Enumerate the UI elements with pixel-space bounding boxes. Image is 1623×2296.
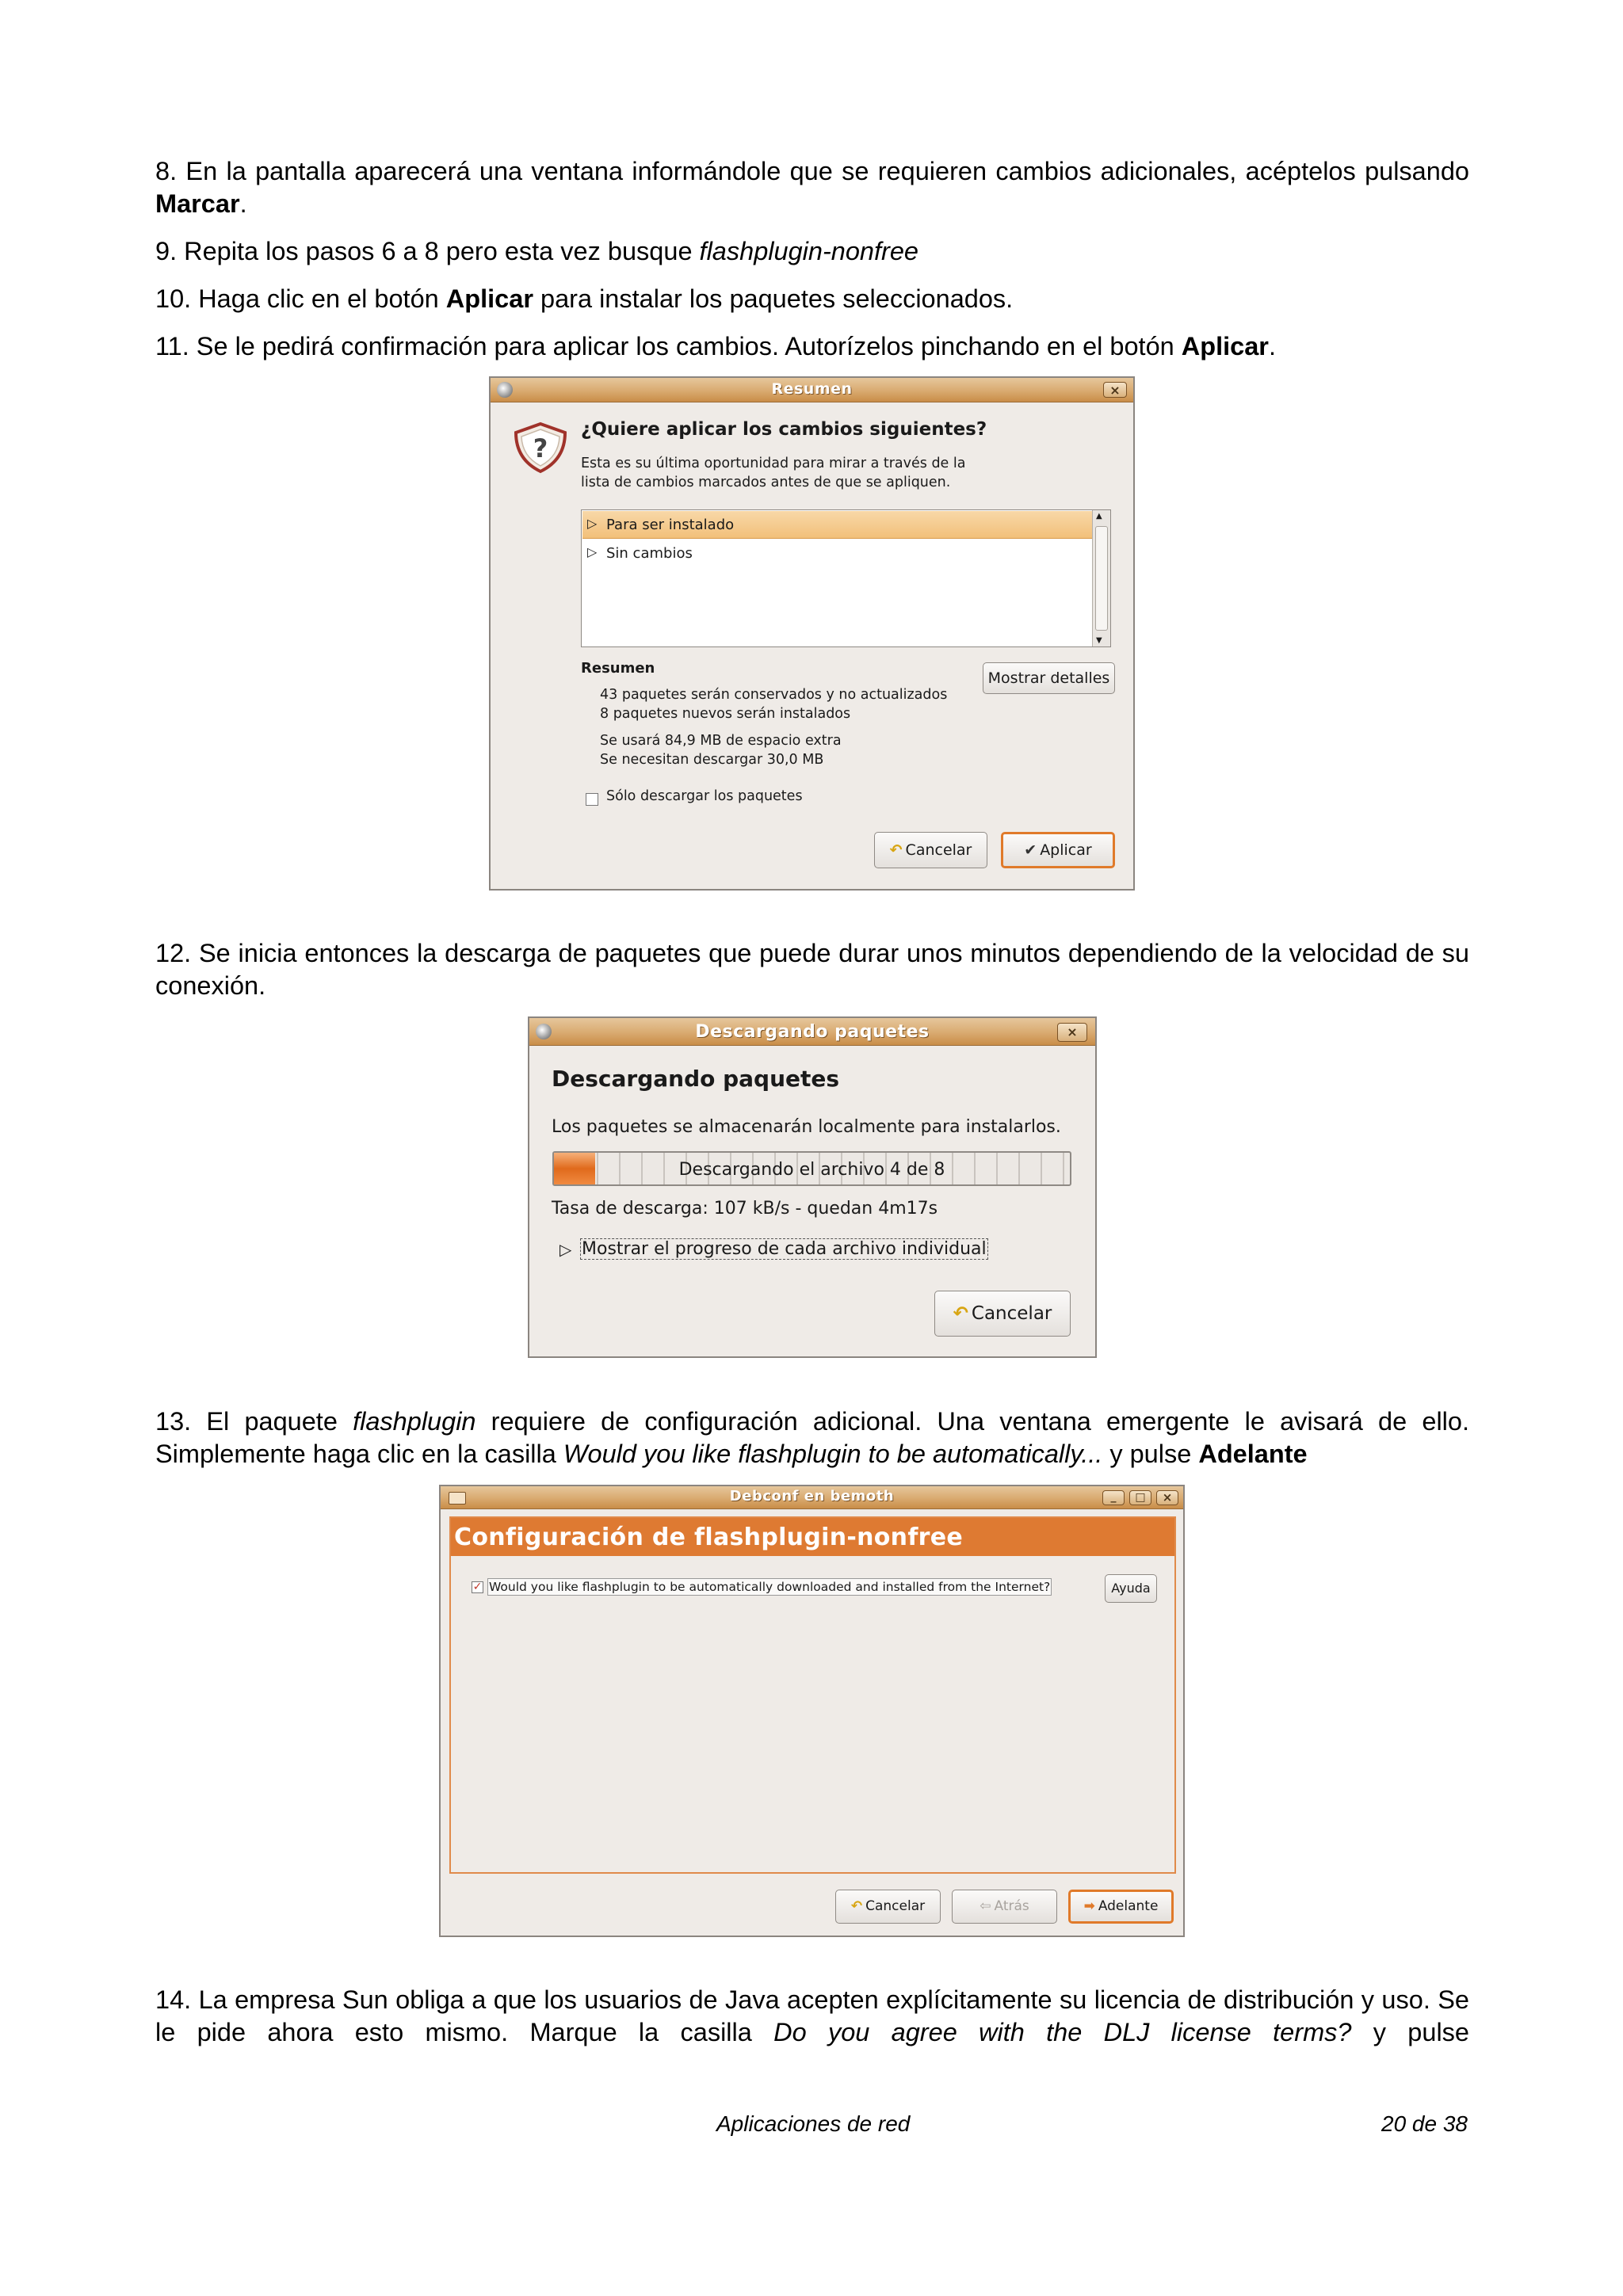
step-13-text-b: requiere de configuración adicional. Una ventana emergente le avisará de ello. Simplemente haga clic en la casilla <box>155 1407 1469 1468</box>
footer-page-number: 20 de 38 <box>1381 2111 1468 2136</box>
summary-line-space: Se usará 84,9 MB de espacio extra <box>600 733 842 749</box>
apply-button[interactable] <box>1001 832 1115 868</box>
resumen-dialog <box>489 376 1135 891</box>
debconf-close-button[interactable]: × <box>1156 1490 1178 1505</box>
step-13-italic-a: flashplugin <box>353 1407 476 1436</box>
download-info: Los paquetes se almacenarán localmente para instalarlos. <box>552 1117 1061 1137</box>
paragraph-step-9 <box>155 235 1469 268</box>
debconf-title: Debconf en bemoth <box>729 1488 895 1505</box>
tree-row-to-install[interactable] <box>582 511 1094 539</box>
step-14-text-b: y pulse <box>1351 2018 1469 2046</box>
download-cancel-button[interactable] <box>934 1291 1071 1337</box>
resumen-title: Resumen <box>771 380 853 398</box>
paragraph-step-13 <box>155 1405 1469 1470</box>
question-icon <box>513 421 568 474</box>
tree-row-label: Para ser instalado <box>606 517 735 533</box>
apply-label: Aplicar <box>1040 841 1092 859</box>
download-heading: Descargando paquetes <box>552 1066 840 1092</box>
forward-button[interactable] <box>1068 1890 1174 1924</box>
step-8-end: . <box>239 189 247 218</box>
paragraph-step-11 <box>155 330 1469 363</box>
back-button[interactable] <box>952 1890 1057 1924</box>
step-8-bold: Marcar <box>155 189 240 218</box>
download-progress-bar <box>552 1151 1071 1186</box>
step-10-bold: Aplicar <box>445 284 533 313</box>
resumen-desc-line1: Esta es su última oportunidad para mirar a través de la <box>581 456 966 471</box>
paragraph-step-8 <box>155 155 1469 220</box>
download-only-checkbox[interactable] <box>586 793 598 806</box>
paragraph-step-12 <box>155 937 1469 1002</box>
step-13-text-c: y pulse <box>1102 1440 1199 1468</box>
tree-row-label: Sin cambios <box>606 545 693 562</box>
maximize-button[interactable]: □ <box>1129 1490 1151 1505</box>
tree-row-no-changes[interactable] <box>582 540 1094 567</box>
step-11-bold: Aplicar <box>1181 332 1269 360</box>
cancel-label: Cancelar <box>971 1303 1052 1324</box>
summary-line-kept: 43 paquetes serán conservados y no actualizados <box>600 687 948 703</box>
summary-line-new: 8 paquetes nuevos serán instalados <box>600 706 851 722</box>
help-button[interactable]: Ayuda <box>1105 1574 1157 1603</box>
scroll-down-arrow-icon[interactable]: ▼ <box>1096 636 1102 645</box>
undo-arrow-icon: ↶ <box>953 1303 968 1324</box>
expander-arrow-icon[interactable]: ▷ <box>587 544 598 559</box>
show-individual-progress-expander[interactable]: Mostrar el progreso de cada archivo individual <box>582 1239 987 1259</box>
resumen-desc-line2: lista de cambios marcados antes de que se apliquen. <box>581 475 951 490</box>
debconf-dialog <box>439 1485 1185 1937</box>
progress-text: Descargando el archivo 4 de 8 <box>678 1160 945 1180</box>
step-14-italic: Do you agree with the DLJ license terms? <box>773 2018 1352 2046</box>
debconf-header-band <box>451 1518 1174 1556</box>
footer-title: Aplicaciones de red <box>716 2111 911 2136</box>
step-11-text: 11. Se le pedirá confirmación para aplicar los cambios. Autorízelos pinchando en el botón <box>155 332 1182 360</box>
step-10-end: para instalar los paquetes seleccionados. <box>533 284 1014 313</box>
undo-arrow-icon: ↶ <box>850 1898 863 1914</box>
auto-download-checkbox[interactable]: ✓ <box>472 1581 483 1593</box>
cancel-button[interactable] <box>874 832 987 868</box>
download-close-button[interactable]: × <box>1057 1023 1087 1042</box>
debconf-heading: Configuración de flashplugin-nonfree <box>454 1524 964 1551</box>
show-details-button[interactable]: Mostrar detalles <box>983 662 1115 694</box>
debconf-cancel-button[interactable] <box>835 1890 941 1924</box>
step-9-italic: flashplugin-nonfree <box>699 237 918 265</box>
debconf-titlebar <box>441 1486 1183 1509</box>
step-9-text: 9. Repita los pasos 6 a 8 pero esta vez busque <box>155 237 700 265</box>
debconf-body-frame <box>449 1516 1176 1874</box>
download-rate: Tasa de descarga: 107 kB/s - quedan 4m17s <box>552 1199 938 1219</box>
scroll-up-arrow-icon[interactable]: ▲ <box>1096 512 1102 521</box>
resumen-question: ¿Quiere aplicar los cambios siguientes? <box>581 419 987 440</box>
forward-label: Adelante <box>1098 1898 1159 1914</box>
list-scrollbar[interactable] <box>1092 510 1110 646</box>
cancel-label: Cancelar <box>865 1898 926 1914</box>
cancel-label: Cancelar <box>905 841 972 859</box>
paragraph-step-10 <box>155 283 1469 315</box>
minimize-button[interactable]: _ <box>1102 1490 1125 1505</box>
summary-line-download: Se necesitan descargar 30,0 MB <box>600 752 824 768</box>
paragraph-step-14 <box>155 1984 1469 2049</box>
undo-arrow-icon: ↶ <box>889 841 903 859</box>
forward-arrow-icon: ➡ <box>1083 1898 1095 1914</box>
step-13-italic-b: Would you like flashplugin to be automatically... <box>563 1440 1103 1468</box>
step-12-text: 12. Se inicia entonces la descarga de paquetes que puede durar unos minutos dependiendo de la velocidad de su conexión. <box>155 939 1469 1000</box>
checkmark-icon: ✔ <box>1024 841 1037 859</box>
step-13-bold: Adelante <box>1198 1440 1308 1468</box>
download-titlebar <box>529 1018 1095 1046</box>
download-dialog <box>528 1016 1097 1358</box>
svg-text:?: ? <box>533 433 548 463</box>
step-8-text: 8. En la pantalla aparecerá una ventana informándole que se requieren cambios adicionales, acéptelos pulsando <box>155 157 1469 185</box>
changes-tree-list[interactable] <box>581 509 1111 647</box>
download-only-label: Sólo descargar los paquetes <box>606 788 803 804</box>
resumen-close-button[interactable]: × <box>1103 382 1127 398</box>
expander-arrow-icon[interactable]: ▷ <box>587 516 598 531</box>
step-10-text: 10. Haga clic en el botón <box>155 284 446 313</box>
step-11-end: . <box>1268 332 1276 360</box>
step-13-text: 13. El paquete <box>155 1407 353 1436</box>
resumen-titlebar <box>491 378 1133 402</box>
summary-heading: Resumen <box>581 660 655 677</box>
back-label: Atrás <box>994 1898 1029 1914</box>
download-title: Descargando paquetes <box>695 1022 930 1042</box>
scroll-thumb[interactable] <box>1095 526 1108 631</box>
expander-arrow-icon[interactable]: ▷ <box>559 1240 572 1259</box>
step-14-text: 14. La empresa Sun obliga a que los usuarios de Java acepten explícitamente su licencia de distribución y uso. Se le pide ahora esto mismo. Marque la casilla <box>155 1985 1469 2046</box>
auto-download-label: Would you like flashplugin to be automatically downloaded and installed from the Internet? <box>489 1580 1051 1594</box>
back-arrow-icon: ⇦ <box>980 1898 991 1914</box>
